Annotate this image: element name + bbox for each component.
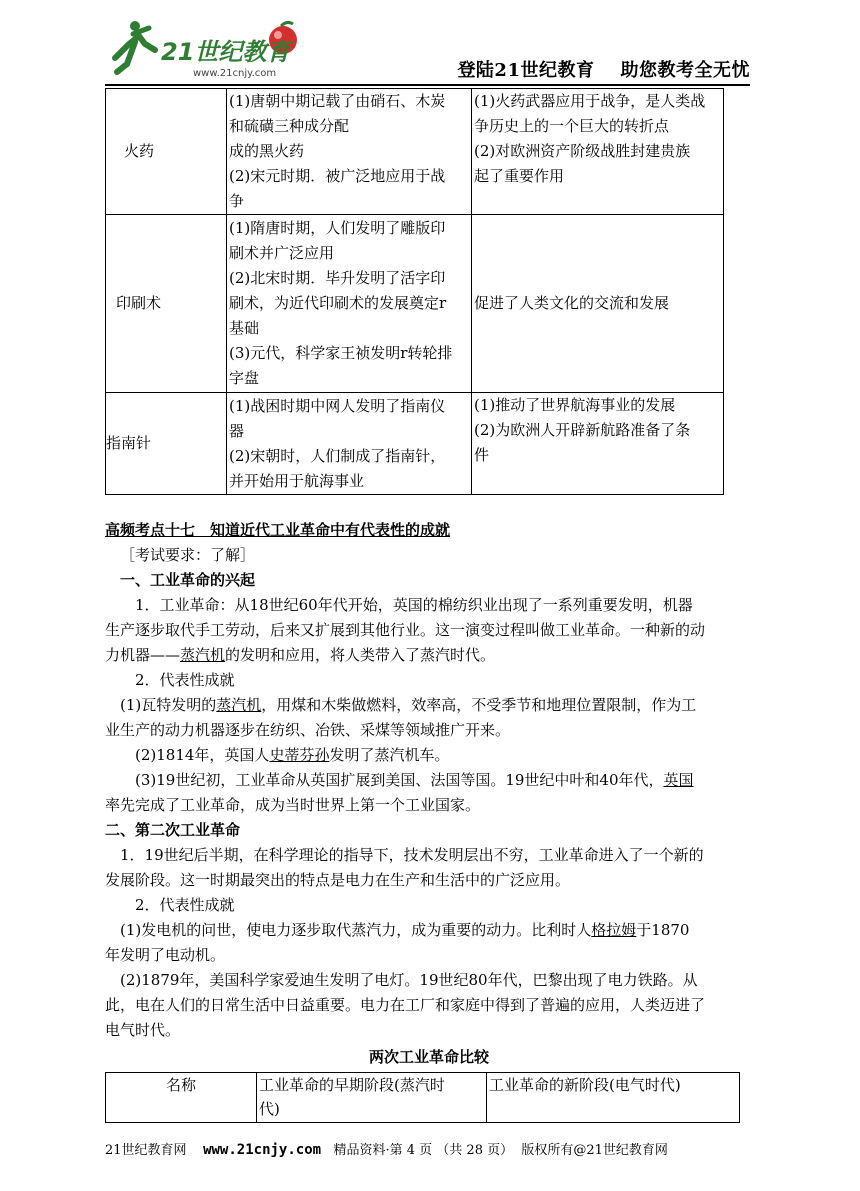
paragraph: (2)1879年，美国科学家爱迪生发明了电灯。19世纪80年代，巴黎出现了电力铁路。从	[120, 971, 698, 989]
main-content	[105, 518, 753, 1123]
page-header	[105, 14, 750, 84]
paragraph: 力机器——蒸汽机的发明和应用，将人类带入了蒸汽时代。	[105, 646, 496, 664]
table-row	[106, 89, 724, 215]
paragraph: 业生产的动力机器逐步在纺织、冶铁、采煤等领域推广开来。	[105, 721, 511, 739]
invention-history: (1)隋唐时期，人们发明了雕版印 刷术并广泛应用 (2)北宋时期．毕升发明了活字印 刷术，为近代印刷术的发展奠定r 基础 (3)元代，科学家王祯发明r转轮排 字盘	[227, 215, 472, 393]
heading-2: 二、第二次工业革命	[105, 821, 241, 839]
invention-impact: 促进了人类文化的交流和发展	[472, 215, 724, 393]
footer-page-info: 精品资料·第 4 页 （共 28 页）	[333, 1143, 514, 1158]
footer-copyright: 版权所有@21世纪教育网	[521, 1143, 668, 1158]
underlined-term: 英国	[663, 771, 694, 789]
logo-text: 21世纪教育	[161, 38, 291, 66]
underlined-term: 蒸汽机	[216, 696, 262, 714]
table-cell: 工业革命的早期阶段(蒸汽时 代)	[257, 1073, 487, 1123]
invention-name: 火药	[106, 89, 227, 215]
table-row	[106, 215, 724, 393]
paragraph: 1．工业革命：从18世纪60年代开始，英国的棉纺织业出现了一系列重要发明，机器	[135, 596, 693, 614]
paragraph: 生产逐步取代手工劳动，后来又扩展到其他行业。这一演变过程叫做工业革命。一种新的动	[105, 621, 706, 639]
paragraph: 率先完成了工业革命，成为当时世界上第一个工业国家。	[105, 796, 481, 814]
underlined-term: 史蒂芬孙	[269, 746, 330, 764]
footer-site-link[interactable]: www.21cnjy.com	[203, 1142, 322, 1158]
invention-name: 指南针	[106, 393, 227, 495]
paragraph: 2．代表性成就	[135, 671, 235, 689]
table-cell: 名称	[106, 1073, 257, 1123]
paragraph: 1．19世纪后半期，在科学理论的指导下，技术发明层出不穷，工业革命进入了一个新的	[120, 846, 704, 864]
paragraph: (2)1814年，英国人史蒂芬孙发明了蒸汽机车。	[135, 746, 450, 764]
table-row	[106, 1073, 740, 1123]
table-row	[106, 393, 724, 495]
invention-history: (1)战困时期中网人发明了指南仪 器 (2)宋朝时，人们制成了指南针， 并开始用于航海事业	[227, 393, 472, 495]
invention-impact: (1)火药武器应用于战争，是人类战 争历史上的一个巨大的转折点 (2)对欧洲资产阶级战胜封建贵族 起了重要作用	[472, 89, 724, 215]
paragraph: 发展阶段。这一时期最突出的特点是电力在生产和生活中的广泛应用。	[105, 871, 571, 889]
table-cell: 工业革命的新阶段(电气时代)	[487, 1073, 740, 1123]
invention-impact: (1)推动了世界航海事业的发展 (2)为欧洲人开辟新航路准备了条 件	[472, 393, 724, 495]
logo-21cnjy	[105, 14, 315, 80]
exam-requirement: ［考试要求：了解］	[120, 546, 256, 564]
paragraph: 电气时代。	[105, 1021, 181, 1039]
logo-url: www.21cnjy.com	[193, 68, 277, 79]
footer-left: 21世纪教育网	[105, 1143, 187, 1158]
underlined-term: 蒸汽机	[180, 646, 226, 664]
slogan-left: 登陆21世纪教育	[457, 60, 595, 81]
table-title: 两次工业革命比较	[368, 1048, 489, 1066]
invention-history: (1)唐朝中期记载了由硝石、木炭 和硫磺三种成分配 成的黑火药 (2)宋元时期．被广泛地应用于战 争	[227, 89, 472, 215]
paragraph: (1)发电机的问世，使电力逐步取代蒸汽力，成为重要的动力。比利时人格拉姆于1870	[120, 921, 690, 939]
header-divider	[105, 84, 750, 86]
paragraph: (1)瓦特发明的蒸汽机，用煤和木柴做燃料，效率高，不受季节和地理位置限制，作为工	[120, 696, 697, 714]
header-slogan	[457, 56, 750, 82]
paragraph: 年发明了电动机。	[105, 946, 226, 964]
paragraph: 此，电在人们的日常生活中日益重要。电力在工厂和家庭中得到了普遍的应用，人类迈进了	[105, 996, 706, 1014]
page-footer	[105, 1139, 750, 1158]
invention-name: 印刷术	[106, 215, 227, 393]
inventions-table	[105, 88, 724, 495]
heading-1: 一、工业革命的兴起	[120, 571, 256, 589]
paragraph: (3)19世纪初，工业革命从英国扩展到美国、法国等国。19世纪中叶和40年代，英国	[135, 771, 694, 789]
underlined-term: 格拉姆	[591, 921, 637, 939]
slogan-right: 助您教考全无忧	[620, 60, 750, 81]
paragraph: 2．代表性成就	[135, 896, 235, 914]
section-title: 高频考点十七 知道近代工业革命中有代表性的成就	[105, 521, 451, 539]
comparison-table	[105, 1072, 740, 1123]
